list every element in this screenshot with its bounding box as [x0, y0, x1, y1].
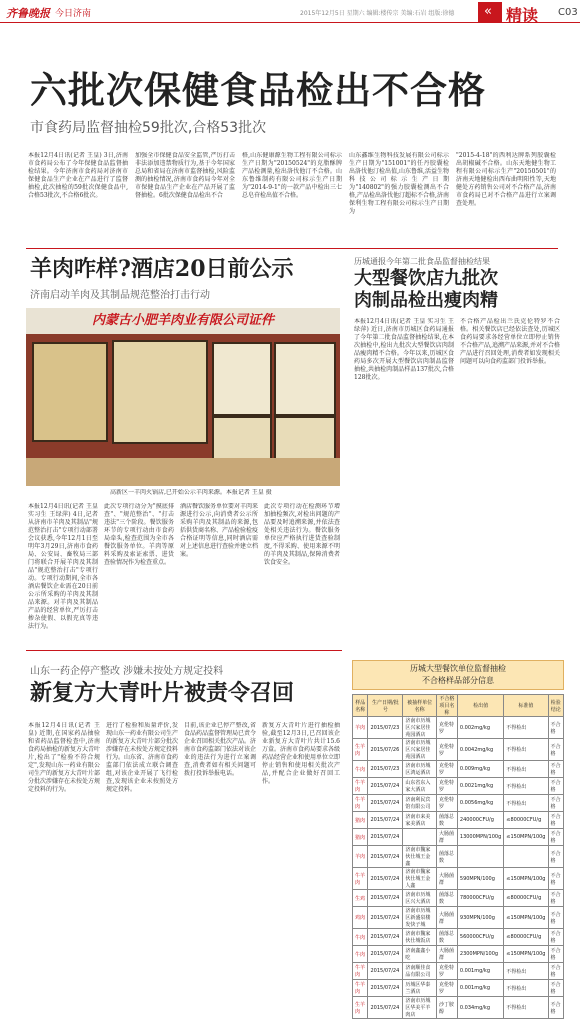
story4-col2: 进行了检验和质量评价,发现山东一药业有限公司生产的新复方大青叶片部分批次涉嫌存在未按处方规定投料行为。山东省、济南市食药监部门依法成立联合调查组,对该企业开展了飞行检查,发现该企业未按照处方规定投料。: [106, 722, 178, 793]
table-cell: 济南利民宾馆有限公司: [403, 795, 437, 812]
table-cell: 大肠菌群: [436, 868, 457, 890]
table-cell: 牛肉: [353, 929, 368, 946]
table-cell: 不得检出: [504, 739, 548, 761]
table-cell: 0.009mg/kg: [457, 761, 503, 778]
table-title-line2: 不合格样品部分信息: [422, 676, 494, 685]
table-cell: 不合格: [548, 812, 564, 829]
table-cell: 2015/07/24: [368, 963, 403, 980]
table-cell: ≤150MPN/100g: [504, 868, 548, 890]
table-cell: 大肠菌群: [436, 829, 457, 846]
table-cell: 克伦特罗: [436, 761, 457, 778]
story2-headline: 羊肉咋样?酒店20日前公示: [30, 256, 294, 282]
table-row: [353, 868, 564, 890]
divider: [26, 248, 558, 249]
table-row: [353, 846, 564, 868]
story2-photo: [26, 308, 340, 486]
table-cell: 不合格: [548, 717, 564, 739]
table-cell: ≤150MPN/100g: [504, 829, 548, 846]
table-cell: 济南市历城区兴大酒店: [403, 890, 437, 907]
table-cell: 牛肉: [353, 761, 368, 778]
table-title-box: [352, 660, 564, 690]
inspection-table: [352, 694, 564, 1019]
table-cell: 不合格: [548, 963, 564, 980]
table-cell: 240000CFU/g: [457, 812, 503, 829]
table-cell: 山东省东入家大酒店: [403, 778, 437, 795]
table-cell: 2015/07/26: [368, 739, 403, 761]
table-cell: 历城区华泰兰酒店: [403, 980, 437, 997]
story3-col2: 不合格产品检出兰氏克伦特罗不合格。相关餐饮店已经依法查处,历城区食药局要求各经营单位立即停止销售不合格产品,追溯产品来源,并对不合格产品进行召回处理,消费者如发现相关问题可以向食药监部门投诉举报。: [460, 318, 560, 365]
table-cell: 克伦特罗: [436, 795, 457, 812]
table-row: [353, 980, 564, 997]
story1-col5: "2015-4-18"的西利达牌系列胶囊检出胡椒碱不合格。山东天地健生物工程有限公司标示生产"20150501"的济南天地健检出西布曲明阳性等,天地健处方药销售公司对不合格产品,济南市食药局已对不合格产品进行立案调查处理。: [456, 152, 556, 207]
table-cell: 2015/07/24: [368, 778, 403, 795]
table-cell: 济南市历城区兴家居佳苑园酒店: [403, 717, 437, 739]
table-cell: 生羊肉: [353, 997, 368, 1019]
table-cell: 大肠菌群: [436, 946, 457, 963]
table-row: [353, 907, 564, 929]
certificate-frame: [32, 342, 108, 442]
table-cell: 0.0021mg/kg: [457, 778, 503, 795]
table-cell: 930MPN/100g: [457, 907, 503, 929]
certificate-frame: [112, 340, 208, 444]
table-cell: 590MPN/100g: [457, 868, 503, 890]
table-cell: 2015/07/23: [368, 761, 403, 778]
table-cell: 不得检出: [504, 980, 548, 997]
table-cell: 不得检出: [504, 997, 548, 1019]
story1-col1: 本报12月4日讯(记者 王皇) 3日,济南市食药局公布了今年保健食品监督抽检结果。今年济南市食药局对济南市保健食品生产企业在产品进行了监督抽检,此次抽检的59批次保健食品中,合格53批次,不合格6批次。: [28, 152, 128, 199]
story3-col1: 本报12月4日讯(记者 王皇 实习生 王绿萍) 近日,济南市历城区食药局通报了今年第二批食品监督抽检结果,在本次抽检中,检出九批次大型餐饮店肉制品瘦肉精不合格。今年以来,历城区食药局多次开展大型餐饮店肉制品监督抽检,共抽检肉制品样品137批次,合格128批次。: [354, 318, 454, 381]
table-cell: 牛羊肉: [353, 980, 368, 997]
table-cell: 0.0042mg/kg: [457, 739, 503, 761]
table-cell: 克伦特罗: [436, 963, 457, 980]
table-cell: 2015/07/24: [368, 929, 403, 946]
table-cell: ≤150MPN/100g: [504, 946, 548, 963]
table-cell: 不合格: [548, 778, 564, 795]
table-cell: 济南市历城区兴家居佳苑园酒店: [403, 739, 437, 761]
table-row: [353, 829, 564, 846]
table-cell: 不得检出: [504, 778, 548, 795]
table-cell: 牛羊肉: [353, 795, 368, 812]
table-cell: 2015/07/24: [368, 890, 403, 907]
table-cell: 不得检出: [504, 795, 548, 812]
story4-col3: 目前,该企业已停产整改,省食品药品监督管理局已责令企业召回相关批次产品。济南市食药监部门依法对该企业的违法行为进行立案调查,消费者如有相关问题可拨打投诉举报电话。: [184, 722, 256, 777]
table-cell: 济南市魏家伙仕城饭店: [403, 929, 437, 946]
header-meta: 2015年12月5日 星期六 编辑:楼传宗 美编:石岩 组版:徐德: [300, 10, 455, 17]
table-cell: 0.0056mg/kg: [457, 795, 503, 812]
table-cell: 济南市魏家伙仕城王金鑫: [403, 846, 437, 868]
table-cell: 济南鑫鑫小吃: [403, 946, 437, 963]
table-header-cell: 被抽样单位名称: [403, 695, 437, 717]
table-cell: [504, 846, 548, 868]
story1-subhead: 市食药局监督抽检59批次,合格53批次: [30, 120, 267, 136]
table-cell: [403, 829, 437, 846]
table-row: [353, 963, 564, 980]
story4-kicker: 山东一药企停产整改 涉嫌未按处方规定投料: [30, 666, 224, 677]
table-cell: 13000MPN/100g: [457, 829, 503, 846]
table-header-cell: 不合格项目名称: [436, 695, 457, 717]
table-cell: 不合格: [548, 890, 564, 907]
story2-subhead: 济南启动羊肉及其制品规范整治打击行动: [30, 290, 210, 301]
story1-col4: 山东鑫维生物科技发展有限公司标示生产日期为"151001"的任丹胶囊检出洛伐他汀检出值,山东鲁维,活益生物科技公司标示生产日期为"140802"的强力胶囊检测出不合格,产品检出洛伐他汀超标不合格,济南保利生物工程有限公司标示生产日期为: [349, 152, 449, 215]
page-header: [0, 0, 580, 23]
table-cell: 羊肉: [353, 846, 368, 868]
table-cell: 不合格: [548, 980, 564, 997]
table-cell: ≤80000CFU/g: [504, 929, 548, 946]
table-cell: 大肠菌群: [436, 907, 457, 929]
story1-col3: 格,山东健康源生物工程有限公司标示生产日期为"20150524"的克脂酥牌产品检测量,检出洛伐他汀不合格。山东鲁维制药有限公司标示生产日期为"2014-9-1"的一款产品中检出三七总皂苷检出值不合格。: [242, 152, 342, 199]
table-cell: 不合格: [548, 761, 564, 778]
table-cell: 克伦特罗: [436, 778, 457, 795]
table-row: [353, 761, 564, 778]
table-cell: 克伦特罗: [436, 717, 457, 739]
story2-col1: 本报12月4日讯(记者 王皇 实习生 王绿萍) 4日,记者从济南市羊肉及其制品"规范整治打击"专项行动部署会议获悉,今年12月1日至明年3月29日,济南市食药局、公安局、畜牧局三部门将联合开展羊肉及其制品"规范整治打击"专项行动。专项行动期间,全市各酒店餐饮企业需在20日前公示所采购的羊肉及其制品来源。对羊肉及其制品产品的经营单位,严厉打击掺杂使假、以假充真等违法行为。: [28, 503, 98, 630]
table-cell: 牛羊肉: [353, 963, 368, 980]
table-cell: 2015/07/24: [368, 795, 403, 812]
table-row: [353, 946, 564, 963]
table-cell: 0.002mg/kg: [457, 717, 503, 739]
story4-headline: 新复方大青叶片被责令召回: [30, 680, 295, 706]
table-cell: 2015/07/24: [368, 997, 403, 1019]
photo-banner: 内蒙古小肥羊肉业有限公司证件: [26, 308, 340, 334]
table-row: [353, 795, 564, 812]
table-cell: 牛肉: [353, 946, 368, 963]
table-cell: 780000CFU/g: [457, 890, 503, 907]
table-cell: 克伦特罗: [436, 739, 457, 761]
story4-col4: 新复方大青叶片进行抽检抽验,截至12月3日,已召回该企业新复方大青叶片共计15.6万盒。济南市食药局要求各级药品经营企业和使用单位立即停止销售和使用相关批次产品,并配合企业做好召回工作。: [262, 722, 340, 785]
table-cell: 不得检出: [504, 761, 548, 778]
table-cell: 2015/07/24: [368, 829, 403, 846]
table-cell: 不合格: [548, 739, 564, 761]
section-tab: [478, 2, 580, 24]
table-title-line1: 历城大型餐饮单位监督抽检: [410, 664, 506, 673]
table-header-cell: 标准值: [504, 695, 548, 717]
table-cell: 猪肉: [353, 829, 368, 846]
table-cell: 菌落总数: [436, 890, 457, 907]
table-row: [353, 997, 564, 1019]
table-cell: ≤150MPN/100g: [504, 907, 548, 929]
table-header-cell: 生产日期/批号: [368, 695, 403, 717]
table-cell: 济南市历城区鸿运酒店: [403, 761, 437, 778]
certificate-frame: [274, 342, 336, 416]
table-cell: 不合格: [548, 795, 564, 812]
section-name: 今日济南: [55, 9, 92, 19]
table-cell: 不合格: [548, 829, 564, 846]
story1-headline: 六批次保健食品检出不合格: [30, 68, 486, 112]
table-cell: 济南市来美家美酒店: [403, 812, 437, 829]
table-header-cell: 样品名称: [353, 695, 368, 717]
table-cell: 牛羊肉: [353, 778, 368, 795]
table-cell: 0.001mg/kg: [457, 963, 503, 980]
table-cell: 济南市魏家伙仕城王金人鑫: [403, 868, 437, 890]
table-cell: 560000CFU/g: [457, 929, 503, 946]
table-cell: 生鸡: [353, 890, 368, 907]
table-cell: 不合格: [548, 907, 564, 929]
table-cell: 鸡肉: [353, 907, 368, 929]
page-number: C03: [558, 7, 578, 18]
table-cell: 济南市历城区华美平羊肉店: [403, 997, 437, 1019]
table-cell: 2015/07/24: [368, 946, 403, 963]
table-row: [353, 739, 564, 761]
table-cell: 2015/07/24: [368, 846, 403, 868]
table-cell: 不合格: [548, 946, 564, 963]
table-header-row: [353, 695, 564, 717]
photo-table: [26, 458, 340, 486]
photo-caption: 高新区一羊肉火锅店,已开始公示羊肉来源。本报记者 王皇 摄: [110, 489, 272, 496]
table-cell: 2300MPN/100g: [457, 946, 503, 963]
table-cell: 0.001mg/kg: [457, 980, 503, 997]
divider: [26, 650, 342, 651]
story3-headline-line2: 肉制品检出瘦肉精: [354, 290, 498, 311]
story4-col1: 本报12月4日讯(记者 王皇) 近期,在国家药品抽验和省药品监督检查中,济南食药局抽检的新复方大青叶片,检出了"检验不符合规定",发现山东一药业有限公司生产的新复方大青叶片部分批次涉嫌存在未按处方规定投料的行为。: [28, 722, 100, 793]
table-cell: 不得检出: [504, 717, 548, 739]
table-row: [353, 929, 564, 946]
table-cell: 牛羊肉: [353, 868, 368, 890]
section-tab-marker: [478, 2, 502, 22]
table-cell: 2015/07/24: [368, 868, 403, 890]
table-row: [353, 778, 564, 795]
story2-col2: 此次专项行动分为"摸底排查"、"规范整治"、"打击违法"三个阶段。餐饮服务环节的专项行动由市食药局牵头,检查范围为全市各餐饮服务单位。羊肉等原料采购及索证索票、进货查验情况作为检查重点。: [104, 503, 174, 566]
story3-headline-line1: 大型餐饮店九批次: [354, 268, 498, 289]
table-row: [353, 890, 564, 907]
table-cell: 0.034mg/kg: [457, 997, 503, 1019]
table-cell: 菌落总数: [436, 846, 457, 868]
story2-col3: 酒店餐饮服务单位要对羊肉来源进行公示,向消费者公示所采购羊肉及其制品的来源,包括供货商名称、产品检验检疫合格证明等信息,同时酒店需对上述信息进行查验并建立档案。: [180, 503, 258, 558]
table-cell: 济南市历城区新盛泉楼发快子城: [403, 907, 437, 929]
table-row: [353, 717, 564, 739]
table-cell: 羊肉: [353, 717, 368, 739]
section-tab-label: 精读: [506, 6, 539, 25]
table-cell: 猪肉: [353, 812, 368, 829]
table-cell: 2015/07/24: [368, 907, 403, 929]
story3-kicker: 历城通报今年第二批食品监督抽检结果: [354, 257, 490, 266]
table-cell: ≤80000CFU/g: [504, 812, 548, 829]
table-cell: 2015/07/24: [368, 980, 403, 997]
table-cell: 不合格: [548, 868, 564, 890]
table-cell: 菌落总数: [436, 812, 457, 829]
table-cell: 菌落总数: [436, 929, 457, 946]
table-cell: 不合格: [548, 997, 564, 1019]
masthead-logo: 齐鲁晚报: [6, 7, 50, 20]
table-cell: 济南顺佳食品有限公司: [403, 963, 437, 980]
chevron-left-icon: «: [484, 4, 492, 19]
table-cell: 生羊肉: [353, 739, 368, 761]
table-cell: 不得检出: [504, 963, 548, 980]
story1-col2: 加强全市保健食品安全监管,严厉打击非法添加违禁物质行为,基于今年国家总局和省局在济南市监督抽检,风险监测的抽检情况,济南市食药局今年对全市保健食品生产企业在产品开展了监督抽检。6批次保健食品检出不合: [135, 152, 235, 199]
table-cell: 不合格: [548, 929, 564, 946]
table-cell: 2015/07/23: [368, 717, 403, 739]
table-cell: [457, 846, 503, 868]
table-cell: 克伦特罗: [436, 980, 457, 997]
certificate-frame: [212, 342, 272, 416]
table-header-cell: 检验结论: [548, 695, 564, 717]
table-header-cell: 检出值: [457, 695, 503, 717]
table-cell: ≤80000CFU/g: [504, 890, 548, 907]
table-cell: 不合格: [548, 846, 564, 868]
table-cell: 2015/07/24: [368, 812, 403, 829]
table-row: [353, 812, 564, 829]
table-cell: 沙丁胺醇: [436, 997, 457, 1019]
story2-col4: 此次专项行动在检测环节增加抽检频次,对检出问题的产品要及时追溯来源,并依法查处相关违法行为。餐饮服务单位应严格执行进货查验制度,不得采购、使用来源不明的羊肉及其制品,保障消费者饮食安全。: [264, 503, 340, 566]
